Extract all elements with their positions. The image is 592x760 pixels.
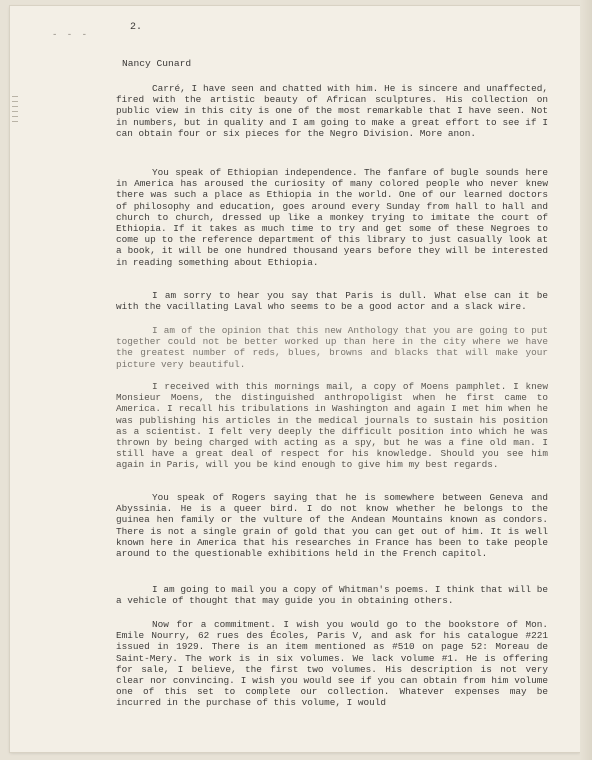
margin-marks xyxy=(12,96,20,126)
paragraph-8: Now for a commitment. I wish you would go to the bookstore of Mon. Emile Nourry, 62 rues des Écoles, Paris V, and ask for his catalogue #221 issued in 1929. There is an item mentioned as #510 on page 52: Moreau de Saint-Mery. The work is in six volumes. We lack volume #1. He is offering for sale, I believe, the first two volumes. His description is not very clear nor convincing. I wish you would see if you can obtain from him volume one of this set to complete our collection. Whatever expenses may be incurred in the purchase of this volume, I would xyxy=(116,619,548,709)
paragraph-1: Carré, I have seen and chatted with him. He is sincere and unaffected, fired with the artistic beauty of African sculptures. His collection on public view in this city is one of the most remarkable that I have seen. Not in numbers, but in quality and I am going to make a great effort to see if I can obtain four or six pieces for the Negro Division. More anon. xyxy=(116,83,548,139)
recipient-name: Nancy Cunard xyxy=(122,58,192,69)
page-edge xyxy=(580,0,592,760)
paragraph-5: I received with this mornings mail, a copy of Moens pamphlet. I knew Monsieur Moens, the distinguished anthropoligist when he first came to America. I recall his tribulations in Washington and again I met him when he was publishing his articles in the medical journals to sustain his position as a scientist. I felt very deeply the difficult position into which he was thrown by being charged with acting as a spy, but he was a fine old man. I still have a great deal of respect for his knowledge. Should you see him again in Paris, will you be kind enough to give him my best regards. xyxy=(116,381,548,471)
paragraph-4: I am of the opinion that this new Anthology that you are going to put together could not be better worked up than here in the city where we have the greatest number of reds, blues, browns and blacks that will make your picture very beautiful. xyxy=(116,325,548,370)
corner-mark: - - - xyxy=(52,30,90,40)
letter-page xyxy=(10,6,580,752)
paragraph-2: You speak of Ethiopian independence. The fanfare of bugle sounds here in America has aroused the curiosity of many colored people who never knew there was such a place as Ethiopia in the world. One of our learned doctors of philosophy and education, goes around every Sunday from hall to hall and church to church, dressed up like a monkey trying to imitate the court of Ethiopia. If it takes as much time to try and get some of these Negroes to come up to the reference department of this library to just casually look at a book, it will be one hundred thousand years before they will be interested in reading something about Ethiopia. xyxy=(116,167,548,268)
paragraph-7: I am going to mail you a copy of Whitman's poems. I think that will be a vehicle of thought that may guide you in obtaining others. xyxy=(116,584,548,607)
page-number: 2. xyxy=(130,22,143,33)
paragraph-6: You speak of Rogers saying that he is somewhere between Geneva and Abyssinia. He is a queer bird. I do not know whether he belongs to the guinea hen family or the vulture of the Andean Mountains known as condors. There is not a single grain of gold that you can get out of him. It is well known here in America that his researches in France has been to take people around to the questionable exhibitions held in the French capitol. xyxy=(116,492,548,560)
paragraph-3: I am sorry to hear you say that Paris is dull. What else can it be with the vacillating Laval who seems to be a good actor and a slack wire. xyxy=(116,290,548,313)
